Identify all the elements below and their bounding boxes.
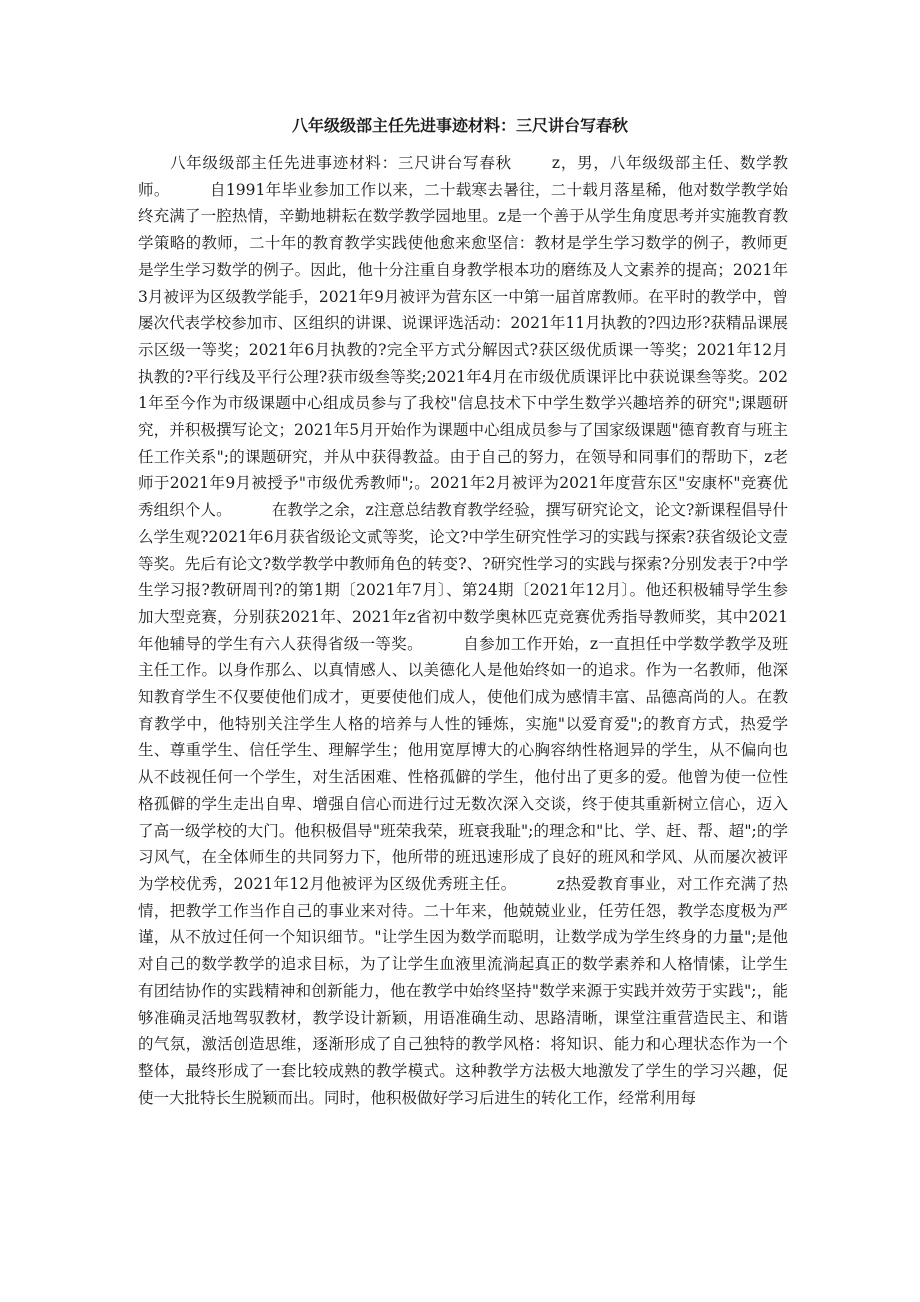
- body-segment-4: 在教学之余，z注意总结教育教学经验，撰写研究论文，论文?新课程倡导什么学生观?2021年6月获省级论文贰等奖，论文?中学生研究性学习的实践与探索?获省级论文壹等奖。先后有论文?数学教学中教师角色的转变?、?研究性学习的实践与探索?分别发表于?中学生学习报?教研周刊?的第1期〔2021年7月〕、第24期〔2021年12月〕。他还积极辅导学生参加大型竞赛，分别获2021年、2021年z省初中数学奥林匹克竞赛优秀指导教师奖，其中2021年他辅导的学生有六人获得省级一等奖。: [138, 501, 788, 653]
- body-segment-1: 八年级级部主任先进事迹材料：三尺讲台写春秋: [170, 154, 512, 172]
- body-segment-5: 自参加工作开始，z一直担任中学数学教学及班主任工作。以身作那么、以真情感人、以美德化人是他始终如一的追求。作为一名教师，他深知教育学生不仅要使他们成才，更要使他们成人，使他们成为感情丰富、品德高尚的人。在教育教学中，他特别关注学生人格的培养与人性的锤炼，实施"以爱育爱";的教育方式，热爱学生、尊重学生、信任学生、理解学生；他用宽厚博大的心胸容纳性格迥异的学生，从不偏向也从不歧视任何一个学生，对生活困难、性格孤僻的学生，他付出了更多的爱。他曾为使一位性格孤僻的学生走出自卑、增强自信心而进行过无数次深入交谈，终于使其重新树立信心，迈入了高一级学校的大门。他积极倡导"班荣我荣，班衰我耻";的理念和"比、学、赶、帮、超";的学习风气，在全体师生的共同努力下，他所带的班迅速形成了良好的班风和学风、从而屡次被评为学校优秀，2021年12月他被评为区级优秀班主任。: [138, 634, 788, 893]
- document-body: [138, 150, 788, 1111]
- document-title: 八年级级部主任先进事迹材料：三尺讲台写春秋: [291, 116, 628, 135]
- body-segment-2: z，男，八年级级部主任、数学教师。: [138, 154, 788, 199]
- body-segment-6: z热爱教育事业，对工作充满了热情，把教学工作当作自己的事业来对待。二十年来，他兢兢业业，任劳任怨，教学态度极为严谨，从不放过任何一个知识细节。"让学生因为数学而聪明，让数学成为学生终身的力量";是他对自己的数学教学的追求目标，为了让学生血液里流淌起真正的数学素养和人格情愫，让学生有团结协作的实践精神和创新能力，他在教学中始终坚持"数学来源于实践并效劳于实践";，能够准确灵活地驾驭教材，教学设计新颖，用语准确生动、思路清晰，课堂注重营造民主、和谐的气氛，激活创造思维，逐渐形成了自己独特的教学风格：将知识、能力和心理状态作为一个整体，最终形成了一套比较成熟的教学模式。这种教学方法极大地激发了学生的学习兴趣，促使一大批特长生脱颖而出。同时，他积极做好学习后进生的转化工作，经常利用每: [138, 874, 789, 1107]
- body-segment-3: 自1991年毕业参加工作以来，二十载寒去暑往，二十载月落星稀，他对数学教学始终充满了一腔热情，辛勤地耕耘在数学教学园地里。z是一个善于从学生角度思考并实施教育教学策略的教师，二十年的教育教学实践使他愈来愈坚信：教材是学生学习数学的例子，教师更是学生学习数学的例子。因此，他十分注重自身教学根本功的磨练及人文素养的提高；2021年3月被评为区级教学能手，2021年9月被评为营东区一中第一届首席教师。在平时的教学中，曾屡次代表学校参加市、区组织的讲课、说课评选活动：2021年11月执教的?四边形?获精品课展示区级一等奖；2021年6月执教的?完全平方式分解因式?获区级优质课一等奖；2021年12月执教的?平行线及平行公理?获市级叁等奖;2021年4月在市级优质课评比中获说课叁等奖。2021年至今作为市级课题中心组成员参与了我校"信息技术下中学生数学兴趣培养的研究";课题研究，并积极撰写论文；2021年5月开始作为课题中心组成员参与了国家级课题"德育教育与班主任工作关系";的课题研究，并从中获得教益。由于自己的努力，在领导和同事们的帮助下，z老师于2021年9月被授予"市级优秀教师";。2021年2月被评为2021年度营东区"安康杯"竞赛优秀组织个人。: [138, 180, 788, 520]
